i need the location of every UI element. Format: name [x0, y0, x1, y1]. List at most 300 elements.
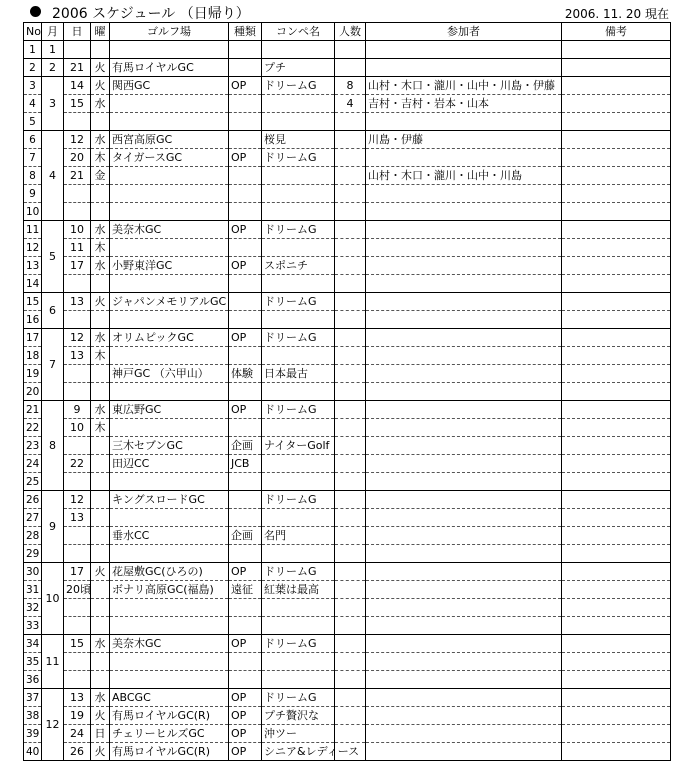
cell-members [366, 509, 562, 527]
cell-notes [562, 149, 671, 167]
cell-course: 西宮高原GC [110, 131, 229, 149]
cell-type [229, 509, 262, 527]
cell-course [110, 203, 229, 221]
cell-type [229, 617, 262, 635]
cell-competition: プチ贅沢な [262, 707, 335, 725]
cell-count [335, 599, 366, 617]
cell-day: 15 [64, 635, 91, 653]
cell-type: OP [229, 563, 262, 581]
cell-course [110, 671, 229, 689]
cell-notes [562, 257, 671, 275]
cell-notes [562, 383, 671, 401]
cell-course: ボナリ高原GC(福島) [110, 581, 229, 599]
cell-no: 22 [24, 419, 42, 437]
cell-members [366, 491, 562, 509]
table-row [24, 203, 671, 221]
col-header-type: 種類 [229, 23, 262, 41]
cell-course [110, 275, 229, 293]
cell-count [335, 365, 366, 383]
cell-day: 22 [64, 455, 91, 473]
page-title: 2006 スケジュール （日帰り） [52, 6, 250, 22]
cell-count [335, 293, 366, 311]
cell-course [110, 113, 229, 131]
cell-course [110, 41, 229, 59]
cell-notes [562, 311, 671, 329]
cell-no: 12 [24, 239, 42, 257]
cell-course: キングスロードGC [110, 491, 229, 509]
cell-weekday [91, 617, 110, 635]
table-row [24, 545, 671, 563]
cell-type [229, 545, 262, 563]
cell-no: 5 [24, 113, 42, 131]
table-row [24, 221, 671, 239]
cell-competition [262, 509, 335, 527]
cell-type [229, 185, 262, 203]
cell-type: OP [229, 743, 262, 761]
cell-day [64, 365, 91, 383]
cell-members [366, 365, 562, 383]
cell-competition [262, 275, 335, 293]
cell-weekday: 日 [91, 725, 110, 743]
cell-day [64, 383, 91, 401]
cell-type [229, 59, 262, 77]
cell-notes [562, 635, 671, 653]
cell-competition: スポニチ [262, 257, 335, 275]
cell-course: ジャパンメモリアルGC [110, 293, 229, 311]
cell-month: 9 [42, 491, 64, 563]
cell-competition [262, 617, 335, 635]
cell-weekday [91, 275, 110, 293]
cell-members: 川島・伊藤 [366, 131, 562, 149]
cell-notes [562, 131, 671, 149]
cell-weekday [91, 203, 110, 221]
cell-competition: 沖ツー [262, 725, 335, 743]
cell-members: 吉村・吉村・岩本・山本 [366, 95, 562, 113]
cell-count [335, 131, 366, 149]
cell-type: OP [229, 689, 262, 707]
cell-competition: 日本最古 [262, 365, 335, 383]
table-row [24, 293, 671, 311]
cell-members [366, 329, 562, 347]
cell-type: OP [229, 329, 262, 347]
cell-count [335, 185, 366, 203]
cell-competition: ドリームG [262, 635, 335, 653]
cell-weekday: 火 [91, 293, 110, 311]
table-row [24, 131, 671, 149]
title-bar [0, 0, 695, 22]
cell-weekday [91, 455, 110, 473]
cell-no: 7 [24, 149, 42, 167]
cell-day: 13 [64, 509, 91, 527]
cell-notes [562, 671, 671, 689]
cell-weekday [91, 527, 110, 545]
cell-notes [562, 347, 671, 365]
cell-no: 20 [24, 383, 42, 401]
cell-competition [262, 419, 335, 437]
cell-type [229, 383, 262, 401]
cell-weekday: 火 [91, 77, 110, 95]
cell-course [110, 95, 229, 113]
cell-weekday [91, 653, 110, 671]
cell-count [335, 509, 366, 527]
cell-no: 26 [24, 491, 42, 509]
cell-weekday: 木 [91, 419, 110, 437]
cell-course: 有馬ロイヤルGC(R) [110, 707, 229, 725]
cell-course [110, 545, 229, 563]
cell-notes [562, 437, 671, 455]
table-row [24, 329, 671, 347]
cell-notes [562, 617, 671, 635]
cell-course: 関西GC [110, 77, 229, 95]
cell-weekday: 火 [91, 563, 110, 581]
table-row [24, 437, 671, 455]
cell-weekday [91, 599, 110, 617]
cell-count [335, 329, 366, 347]
cell-day: 10 [64, 419, 91, 437]
cell-count [335, 473, 366, 491]
cell-course [110, 185, 229, 203]
cell-type [229, 347, 262, 365]
cell-course: 美奈木GC [110, 635, 229, 653]
cell-day: 15 [64, 95, 91, 113]
cell-weekday: 火 [91, 707, 110, 725]
cell-type [229, 293, 262, 311]
cell-count [335, 221, 366, 239]
cell-weekday: 木 [91, 239, 110, 257]
table-row [24, 527, 671, 545]
cell-type [229, 95, 262, 113]
cell-count [335, 563, 366, 581]
cell-notes [562, 725, 671, 743]
cell-no: 39 [24, 725, 42, 743]
table-row [24, 311, 671, 329]
cell-members [366, 473, 562, 491]
table-row [24, 401, 671, 419]
cell-count [335, 689, 366, 707]
cell-members [366, 743, 562, 761]
cell-type [229, 653, 262, 671]
cell-notes [562, 581, 671, 599]
cell-notes [562, 653, 671, 671]
cell-type: 企画 [229, 527, 262, 545]
cell-notes [562, 329, 671, 347]
cell-month: 2 [42, 59, 64, 77]
cell-weekday: 火 [91, 743, 110, 761]
cell-competition [262, 473, 335, 491]
table-row [24, 617, 671, 635]
table-row [24, 419, 671, 437]
cell-no: 36 [24, 671, 42, 689]
cell-members [366, 59, 562, 77]
table-row [24, 257, 671, 275]
cell-count [335, 437, 366, 455]
cell-type: OP [229, 149, 262, 167]
cell-competition: ドリームG [262, 149, 335, 167]
table-row [24, 473, 671, 491]
cell-count: 4 [335, 95, 366, 113]
cell-competition: プチ [262, 59, 335, 77]
cell-count [335, 275, 366, 293]
cell-day [64, 311, 91, 329]
cell-weekday: 水 [91, 635, 110, 653]
cell-notes [562, 563, 671, 581]
cell-course: チェリーヒルズGC [110, 725, 229, 743]
cell-count [335, 257, 366, 275]
cell-count [335, 491, 366, 509]
cell-type [229, 203, 262, 221]
cell-competition: 桜見 [262, 131, 335, 149]
cell-count [335, 581, 366, 599]
cell-day [64, 599, 91, 617]
cell-count [335, 167, 366, 185]
cell-course [110, 617, 229, 635]
cell-count [335, 545, 366, 563]
cell-competition [262, 671, 335, 689]
cell-competition: ドリームG [262, 401, 335, 419]
cell-day: 13 [64, 347, 91, 365]
cell-no: 8 [24, 167, 42, 185]
cell-members [366, 383, 562, 401]
cell-no: 11 [24, 221, 42, 239]
cell-day [64, 545, 91, 563]
cell-competition: ドリームG [262, 77, 335, 95]
cell-no: 15 [24, 293, 42, 311]
cell-count [335, 347, 366, 365]
cell-members [366, 347, 562, 365]
cell-type: OP [229, 707, 262, 725]
cell-count [335, 41, 366, 59]
cell-weekday [91, 509, 110, 527]
col-header-weekday: 曜 [91, 23, 110, 41]
cell-notes [562, 239, 671, 257]
table-row [24, 365, 671, 383]
cell-weekday [91, 41, 110, 59]
cell-competition [262, 383, 335, 401]
cell-competition [262, 545, 335, 563]
cell-weekday [91, 473, 110, 491]
cell-type: JCB [229, 455, 262, 473]
table-row [24, 509, 671, 527]
cell-competition [262, 95, 335, 113]
cell-course [110, 473, 229, 491]
cell-notes [562, 599, 671, 617]
cell-no: 2 [24, 59, 42, 77]
cell-competition: ドリームG [262, 689, 335, 707]
cell-count [335, 671, 366, 689]
cell-day: 13 [64, 689, 91, 707]
cell-weekday [91, 311, 110, 329]
cell-notes [562, 743, 671, 761]
cell-weekday: 木 [91, 347, 110, 365]
cell-day: 12 [64, 329, 91, 347]
as-of-date: 2006. 11. 20 現在 [564, 7, 669, 21]
cell-members [366, 689, 562, 707]
cell-no: 30 [24, 563, 42, 581]
cell-day [64, 203, 91, 221]
cell-course [110, 599, 229, 617]
cell-type: OP [229, 401, 262, 419]
cell-no: 16 [24, 311, 42, 329]
cell-notes [562, 293, 671, 311]
cell-day [64, 185, 91, 203]
cell-members [366, 311, 562, 329]
cell-course: タイガースGC [110, 149, 229, 167]
cell-members [366, 581, 562, 599]
cell-count [335, 527, 366, 545]
cell-count: 8 [335, 77, 366, 95]
cell-weekday [91, 545, 110, 563]
cell-members [366, 41, 562, 59]
table-row [24, 347, 671, 365]
cell-members [366, 275, 562, 293]
table-row [24, 689, 671, 707]
cell-weekday [91, 383, 110, 401]
col-header-course: ゴルフ場 [110, 23, 229, 41]
cell-notes [562, 41, 671, 59]
cell-course: 小野東洋GC [110, 257, 229, 275]
cell-weekday: 水 [91, 257, 110, 275]
cell-members [366, 671, 562, 689]
col-header-no: No [24, 23, 42, 41]
cell-competition [262, 599, 335, 617]
cell-month: 3 [42, 77, 64, 131]
cell-type [229, 419, 262, 437]
cell-month: 6 [42, 293, 64, 329]
cell-notes [562, 113, 671, 131]
cell-competition [262, 113, 335, 131]
table-row [24, 635, 671, 653]
cell-month: 10 [42, 563, 64, 635]
cell-notes [562, 509, 671, 527]
schedule-rows [24, 41, 671, 761]
cell-members [366, 563, 562, 581]
cell-count [335, 725, 366, 743]
cell-count [335, 113, 366, 131]
header-row [24, 23, 671, 41]
cell-members [366, 545, 562, 563]
schedule-table [23, 22, 671, 761]
cell-course [110, 347, 229, 365]
cell-members [366, 203, 562, 221]
table-row [24, 41, 671, 59]
cell-no: 1 [24, 41, 42, 59]
table-row [24, 581, 671, 599]
cell-competition: シニア&レディース [262, 743, 335, 761]
cell-competition: 名門 [262, 527, 335, 545]
cell-type: 体験 [229, 365, 262, 383]
cell-no: 10 [24, 203, 42, 221]
cell-day: 17 [64, 563, 91, 581]
cell-day [64, 473, 91, 491]
cell-notes [562, 527, 671, 545]
cell-count [335, 617, 366, 635]
cell-weekday: 火 [91, 59, 110, 77]
cell-competition: ドリームG [262, 293, 335, 311]
cell-count [335, 311, 366, 329]
cell-type [229, 131, 262, 149]
table-row [24, 455, 671, 473]
cell-no: 24 [24, 455, 42, 473]
col-header-notes: 備考 [562, 23, 671, 41]
cell-members [366, 221, 562, 239]
cell-members [366, 527, 562, 545]
cell-course: 花屋敷GC(ひろの) [110, 563, 229, 581]
table-row [24, 185, 671, 203]
cell-notes [562, 689, 671, 707]
cell-weekday [91, 185, 110, 203]
cell-weekday: 水 [91, 689, 110, 707]
cell-type [229, 491, 262, 509]
col-header-month: 月 [42, 23, 64, 41]
col-header-members: 参加者 [366, 23, 562, 41]
cell-day: 19 [64, 707, 91, 725]
cell-course [110, 653, 229, 671]
cell-no: 17 [24, 329, 42, 347]
cell-count [335, 239, 366, 257]
table-row [24, 743, 671, 761]
cell-month: 1 [42, 41, 64, 59]
cell-notes [562, 545, 671, 563]
cell-members [366, 635, 562, 653]
cell-month: 7 [42, 329, 64, 401]
cell-course [110, 419, 229, 437]
cell-notes [562, 59, 671, 77]
cell-day [64, 41, 91, 59]
cell-day [64, 113, 91, 131]
cell-day: 10 [64, 221, 91, 239]
cell-no: 37 [24, 689, 42, 707]
cell-day: 14 [64, 77, 91, 95]
cell-weekday: 水 [91, 329, 110, 347]
cell-course: 有馬ロイヤルGC [110, 59, 229, 77]
table-row [24, 113, 671, 131]
cell-course [110, 311, 229, 329]
cell-day [64, 275, 91, 293]
cell-competition: ドリームG [262, 491, 335, 509]
cell-members [366, 725, 562, 743]
cell-month: 4 [42, 131, 64, 221]
cell-notes [562, 221, 671, 239]
cell-competition [262, 653, 335, 671]
cell-members [366, 293, 562, 311]
cell-day: 11 [64, 239, 91, 257]
table-row [24, 77, 671, 95]
table-row [24, 167, 671, 185]
cell-members: 山村・木口・瀧川・山中・川島 [366, 167, 562, 185]
cell-no: 38 [24, 707, 42, 725]
table-row [24, 599, 671, 617]
table-row [24, 275, 671, 293]
cell-type [229, 41, 262, 59]
cell-type: 遠征 [229, 581, 262, 599]
table-row [24, 59, 671, 77]
cell-competition: 紅葉は最高 [262, 581, 335, 599]
cell-competition [262, 239, 335, 257]
cell-count [335, 203, 366, 221]
cell-competition [262, 41, 335, 59]
cell-type [229, 473, 262, 491]
cell-no: 32 [24, 599, 42, 617]
table-row [24, 491, 671, 509]
col-header-count: 人数 [335, 23, 366, 41]
cell-members: 山村・木口・瀧川・山中・川島・伊藤 [366, 77, 562, 95]
cell-type: OP [229, 77, 262, 95]
cell-notes [562, 365, 671, 383]
cell-weekday [91, 491, 110, 509]
cell-competition [262, 203, 335, 221]
cell-members [366, 113, 562, 131]
cell-month: 11 [42, 635, 64, 689]
